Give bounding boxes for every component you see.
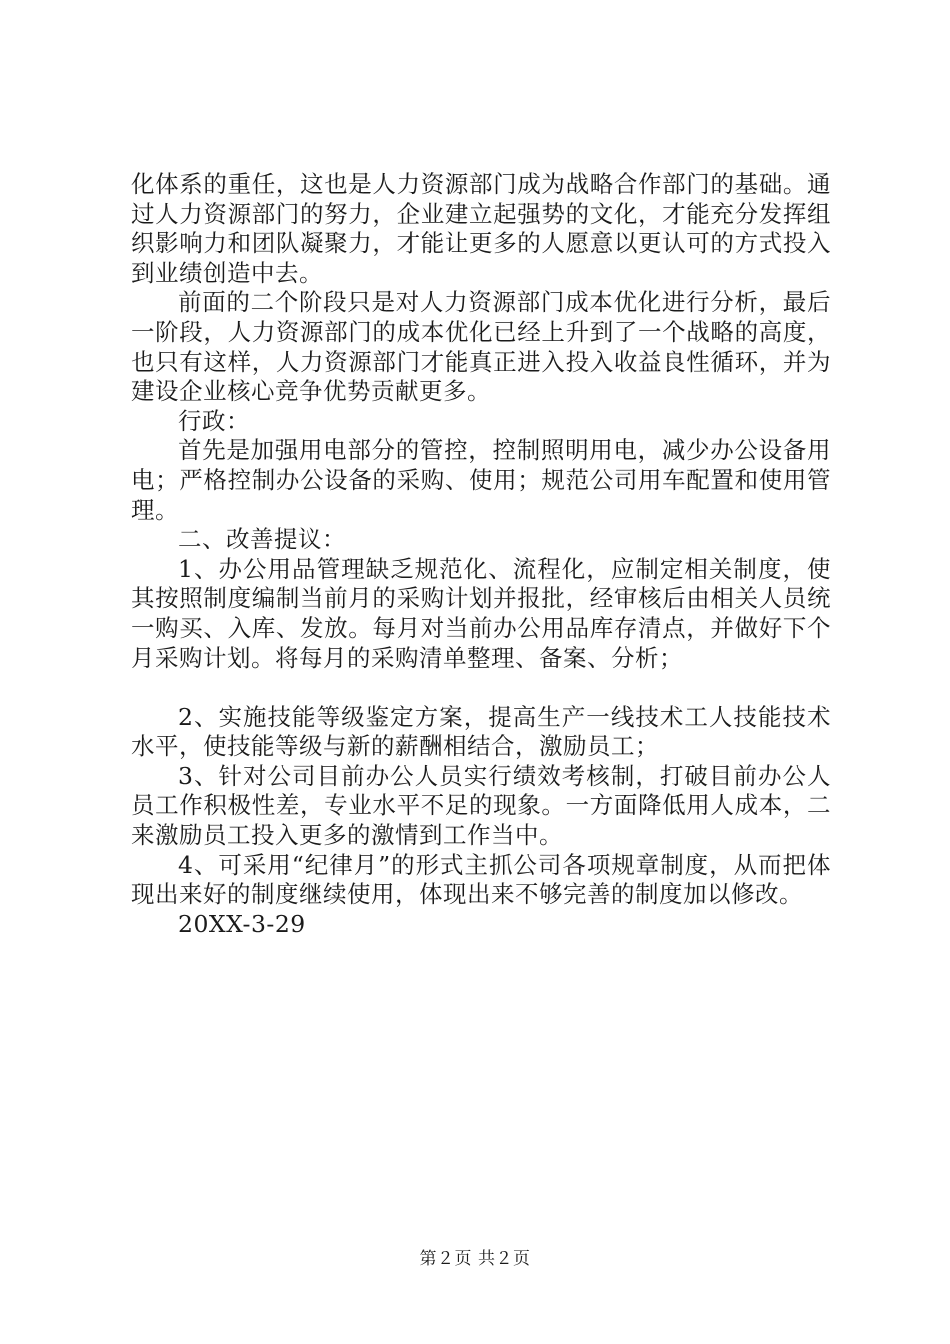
heading-improvement-suggestions: 二、改善提议： xyxy=(178,525,346,554)
page-footer: 第２页 共２页 xyxy=(419,1249,531,1269)
suggestion-item-1: 1、办公用品管理缺乏规范化、流程化，应制定相关制度，使其按照制度编制当前月的采购计划并报批，经审核后由相关人员统一购买、入库、发放。每月对当前办公用品库存清点，并做好下个月采购计划。将每月的采购清单整理、备案、分析； xyxy=(131,554,831,672)
paragraph-spacer xyxy=(131,673,831,703)
suggestion-item-2: 2、实施技能等级鉴定方案，提高生产一线技术工人技能技术水平，使技能等级与新的薪酬相结合，激励员工； xyxy=(131,702,831,761)
paragraph-hr-culture: 化体系的重任，这也是人力资源部门成为战略合作部门的基础。通过人力资源部门的努力，企业建立起强势的文化，才能充分发挥组织影响力和团队凝聚力，才能让更多的人愿意以更认可的方式投入到业绩创造中去。 xyxy=(131,170,831,287)
document-date: 20XX-3-29 xyxy=(178,909,306,938)
paragraph-cost-optimization: 前面的二个阶段只是对人力资源部门成本优化进行分析，最后一阶段，人力资源部门的成本优化已经上升到了一个战略的高度，也只有这样，人力资源部门才能真正进入投入收益良性循环，并为建设企业核心竞争优势贡献更多。 xyxy=(131,288,831,406)
paragraph-electricity-control: 首先是加强用电部分的管控，控制照明用电，减少办公设备用电；严格控制办公设备的采购、使用；规范公司用车配置和使用管理。 xyxy=(131,436,831,524)
document-body xyxy=(131,170,831,939)
suggestion-item-4: 4、可采用“纪律月”的形式主抓公司各项规章制度，从而把体现出来好的制度继续使用，体现出来不够完善的制度加以修改。 xyxy=(131,850,831,909)
heading-administration: 行政： xyxy=(178,406,250,435)
suggestion-item-3: 3、针对公司目前办公人员实行绩效考核制，打破目前办公人员工作积极性差，专业水平不足的现象。一方面降低用人成本，二来激励员工投入更多的激情到工作当中。 xyxy=(131,761,831,850)
